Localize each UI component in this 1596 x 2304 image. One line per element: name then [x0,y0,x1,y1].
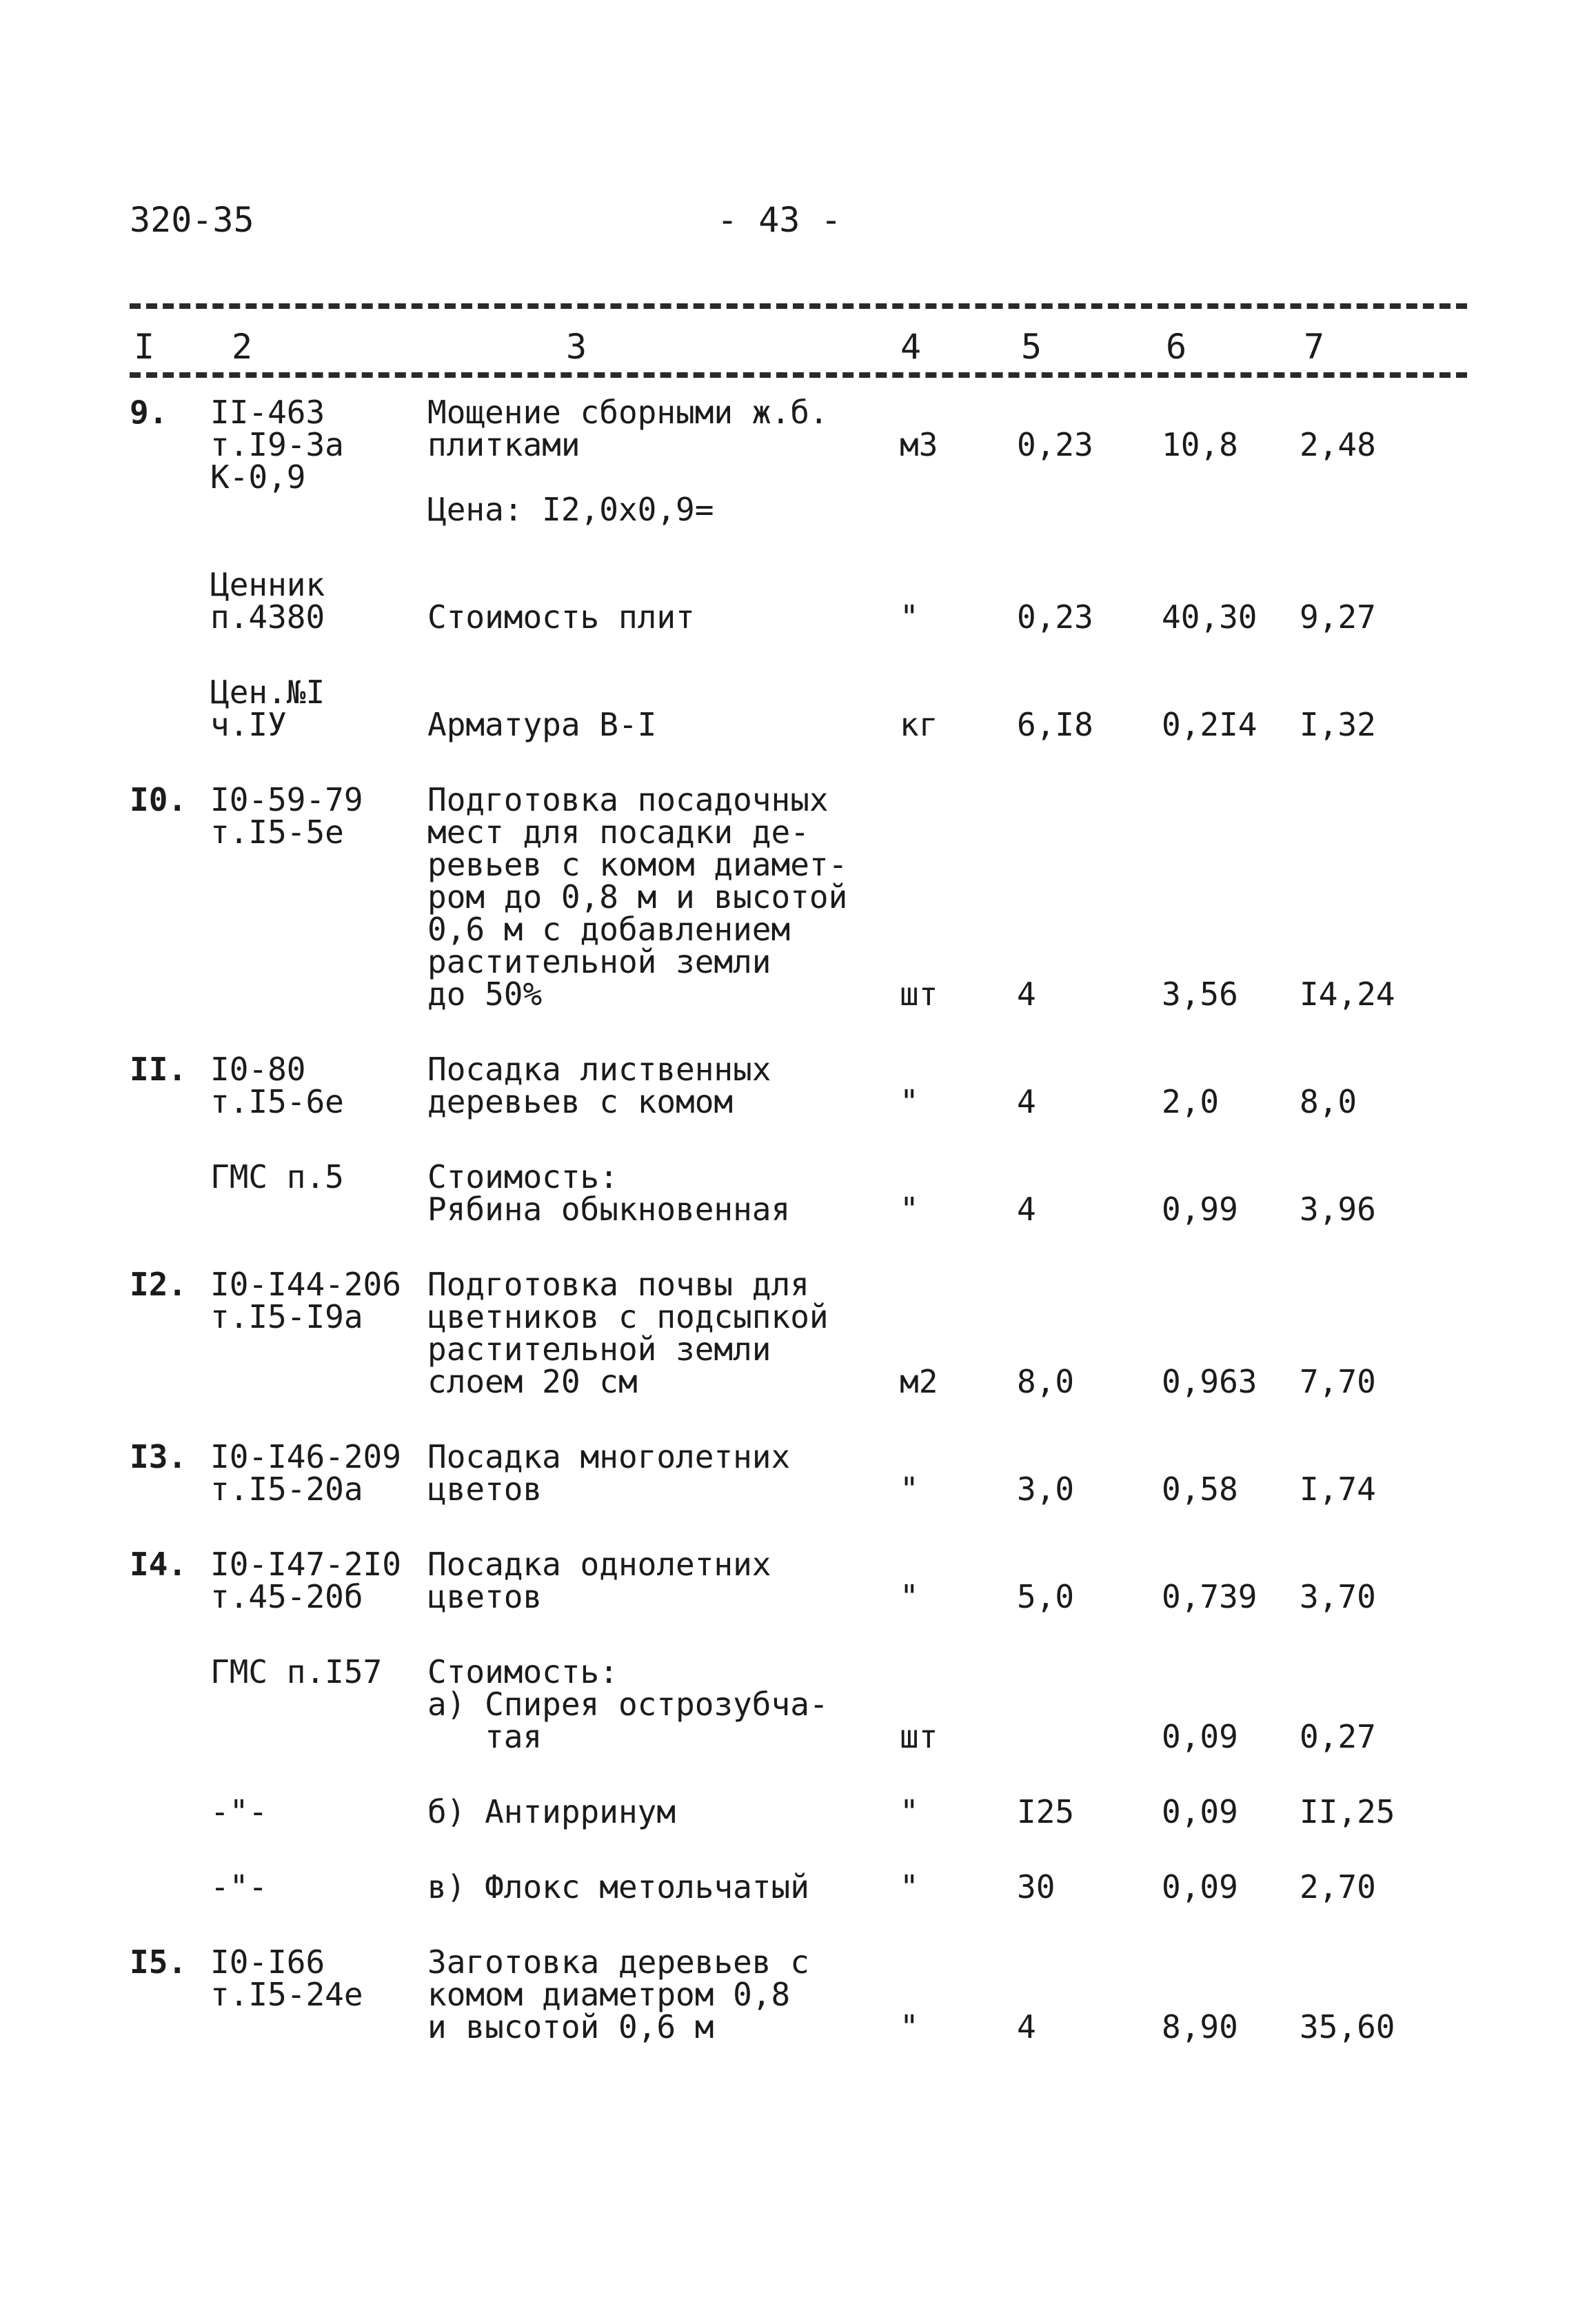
quantity: I25 [1017,1793,1075,1830]
norm-code: I0-I47-2I0 т.45-20б [210,1546,401,1615]
quantity: 0,23 [1017,598,1093,636]
total-cost: 9,27 [1300,598,1376,636]
unit: " [900,1083,919,1120]
norm-code: I0-59-79 т.I5-5е [210,781,363,851]
total-cost: 0,27 [1300,1718,1376,1755]
unit: м3 [900,426,938,463]
quantity: 4 [1017,2008,1036,2045]
quantity: 4 [1017,1083,1036,1120]
total-cost: I4,24 [1300,976,1395,1013]
table-row [0,781,1596,1013]
total-cost: 35,60 [1300,2008,1395,2045]
column-number-5: 5 [1017,330,1046,364]
quantity: 4 [1017,976,1036,1013]
work-description: Посадка многолетних цветов [427,1438,791,1508]
norm-code: I0-I66 т.I5-24е [210,1943,363,2013]
norm-code: I0-I44-206 т.I5-I9а [210,1266,401,1335]
unit: " [900,1191,919,1228]
unit: " [900,1578,919,1615]
total-cost: 3,70 [1300,1578,1376,1615]
table-row [0,396,1596,526]
work-description: Мощение сборными ж.б. плитками Цена: I2,0х0,9= [427,394,829,528]
table-row [0,1266,1596,1400]
row-number: I4. [130,1546,188,1583]
row-number: I5. [130,1943,188,1981]
row-number: I3. [130,1438,188,1475]
work-description: Подготовка почвы для цветников с подсыпкой растительной земли слоем 20 см [427,1266,829,1400]
row-number: I0. [130,781,188,818]
unit: " [900,1868,919,1906]
column-number-7: 7 [1300,330,1329,364]
work-description: Заготовка деревьев с комом диаметром 0,8 и высотой 0,6 м [427,1943,809,2045]
header-dashed-rule [130,372,1467,378]
column-number-6: 6 [1162,330,1191,364]
estimate-table [0,396,1596,2086]
unit-price: 0,09 [1162,1868,1238,1906]
unit-price: 8,90 [1162,2008,1238,2045]
unit: " [900,2008,919,2045]
table-row [0,676,1596,741]
unit: " [900,598,919,636]
norm-code: I0-I46-209 т.I5-20а [210,1438,401,1508]
work-description: Стоимость: а) Спирея острозубча- тая [427,1653,829,1755]
work-description: Стоимость: Рябина обыкновенная [427,1158,791,1228]
quantity: 8,0 [1017,1363,1075,1400]
unit: шт [900,976,938,1013]
unit: кг [900,706,938,743]
work-description: Посадка однолетних цветов [427,1546,771,1615]
norm-code: ГМС п.5 [210,1158,344,1195]
work-description: в) Флокс метольчатый [427,1868,809,1906]
unit-price: 10,8 [1162,426,1238,463]
unit-price: 40,30 [1162,598,1257,636]
unit: " [900,1793,919,1830]
quantity: 5,0 [1017,1578,1075,1615]
unit: " [900,1471,919,1508]
work-description: Посадка лиственных деревьев с комом [427,1051,771,1120]
norm-code: II-463 т.I9-3а К-0,9 [210,394,344,496]
row-number: 9. [130,394,168,431]
norm-code: -"- [210,1793,268,1830]
column-number-2: 2 [228,330,256,364]
page-number: - 43 - [717,200,842,240]
unit: шт [900,1718,938,1755]
total-cost: 7,70 [1300,1363,1376,1400]
norm-code: I0-80 т.I5-6е [210,1051,344,1120]
norm-code: Цен.№I ч.IУ [210,674,325,743]
table-row [0,1653,1596,1755]
work-description: Арматура В-I [427,706,657,743]
unit-price: 0,99 [1162,1191,1238,1228]
quantity: 4 [1017,1191,1036,1228]
table-row [0,1793,1596,1830]
table-row [0,1548,1596,1613]
row-number: I2. [130,1266,188,1303]
top-dashed-rule [130,303,1467,309]
row-number: II. [130,1051,188,1088]
norm-code: -"- [210,1868,268,1906]
table-row [0,1868,1596,1906]
norm-code: Ценник п.4380 [210,566,325,636]
column-number-4: 4 [896,330,925,364]
quantity: 30 [1017,1868,1055,1906]
total-cost: I,74 [1300,1471,1376,1508]
total-cost: 8,0 [1300,1083,1357,1120]
unit-price: 2,0 [1162,1083,1220,1120]
total-cost: II,25 [1300,1793,1395,1830]
norm-code: ГМС п.I57 [210,1653,383,1690]
total-cost: 2,70 [1300,1868,1376,1906]
unit-price: 0,2I4 [1162,706,1257,743]
table-row [0,1943,1596,2045]
document-code: 320-35 [130,200,254,240]
quantity: 0,23 [1017,426,1093,463]
table-row [0,1053,1596,1118]
work-description: б) Антирринум [427,1793,676,1830]
table-row [0,1438,1596,1508]
quantity: 6,I8 [1017,706,1093,743]
unit-price: 0,739 [1162,1578,1257,1615]
unit-price: 3,56 [1162,976,1238,1013]
total-cost: I,32 [1300,706,1376,743]
quantity: 3,0 [1017,1471,1075,1508]
table-row [0,566,1596,636]
unit-price: 0,58 [1162,1471,1238,1508]
unit-price: 0,963 [1162,1363,1257,1400]
total-cost: 3,96 [1300,1191,1376,1228]
total-cost: 2,48 [1300,426,1376,463]
work-description: Подготовка посадочных мест для посадки де- ревьев с комом диамет- ром до 0,8 м и высотой 0,6 м с добавлением растительной земли до 50% [427,781,848,1013]
unit-price: 0,09 [1162,1793,1238,1830]
table-row [0,1158,1596,1228]
unit: м2 [900,1363,938,1400]
work-description: Стоимость плит [427,598,695,636]
unit-price: 0,09 [1162,1718,1238,1755]
column-number-1: I [130,330,159,364]
column-number-3: 3 [562,330,591,364]
